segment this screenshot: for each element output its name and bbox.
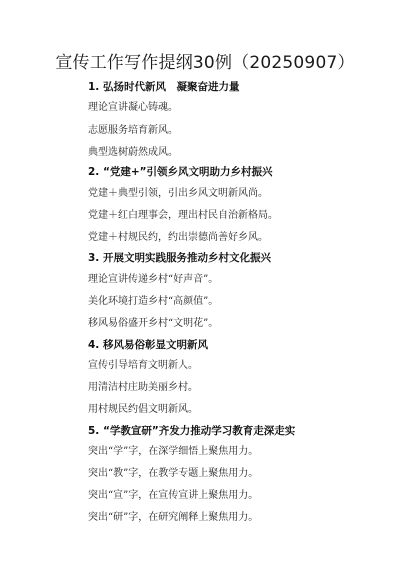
section-heading-1: 1. 弘扬时代新风 凝聚奋进力量 <box>88 81 240 93</box>
section-1-line-1: 理论宣讲凝心铸魂。 <box>88 102 178 113</box>
section-1-line-3: 典型选树蔚然成风。 <box>88 147 178 158</box>
section-2-line-3: 党建＋村规民约，约出崇德尚善好乡风。 <box>88 232 268 243</box>
section-4-line-3: 用村规民约倡文明新风。 <box>88 404 198 415</box>
section-4-line-1: 宣传引导培育文明新人。 <box>88 360 198 371</box>
section-4-line-2: 用清洁村庄助美丽乡村。 <box>88 382 198 393</box>
section-heading-4: 4. 移风易俗彰显文明新风 <box>88 339 208 351</box>
section-5-line-1: 突出“学”字，在深学细悟上聚焦用力。 <box>88 446 259 457</box>
section-heading-3: 3. 开展文明实践服务推动乡村文化振兴 <box>88 252 271 264</box>
section-3-line-1: 理论宣讲传递乡村“好声音”。 <box>88 274 219 285</box>
section-5-line-4: 突出“研”字，在研究阐释上聚焦用力。 <box>88 512 259 523</box>
section-2-line-1: 党建＋典型引领，引出乡风文明新风尚。 <box>88 188 268 199</box>
section-3-line-3: 移风易俗盛开乡村“文明花”。 <box>88 318 219 329</box>
document-title: 宣传工作写作提纲30例（20250907） <box>55 53 355 73</box>
section-3-line-2: 美化环境打造乡村“高颜值”。 <box>88 296 219 307</box>
section-heading-2: 2. “党建+”引领乡风文明助力乡村振兴 <box>88 166 273 178</box>
section-1-line-2: 志愿服务培育新风。 <box>88 125 178 136</box>
section-5-line-3: 突出“宣”字，在宣传宣讲上聚焦用力。 <box>88 490 259 501</box>
section-heading-5: 5. “学教宣研”齐发力推动学习教育走深走实 <box>88 425 296 437</box>
section-2-line-2: 党建＋红白理事会，理出村民自治新格局。 <box>88 210 278 221</box>
section-5-line-2: 突出“教”字，在教学专题上聚焦用力。 <box>88 468 259 479</box>
